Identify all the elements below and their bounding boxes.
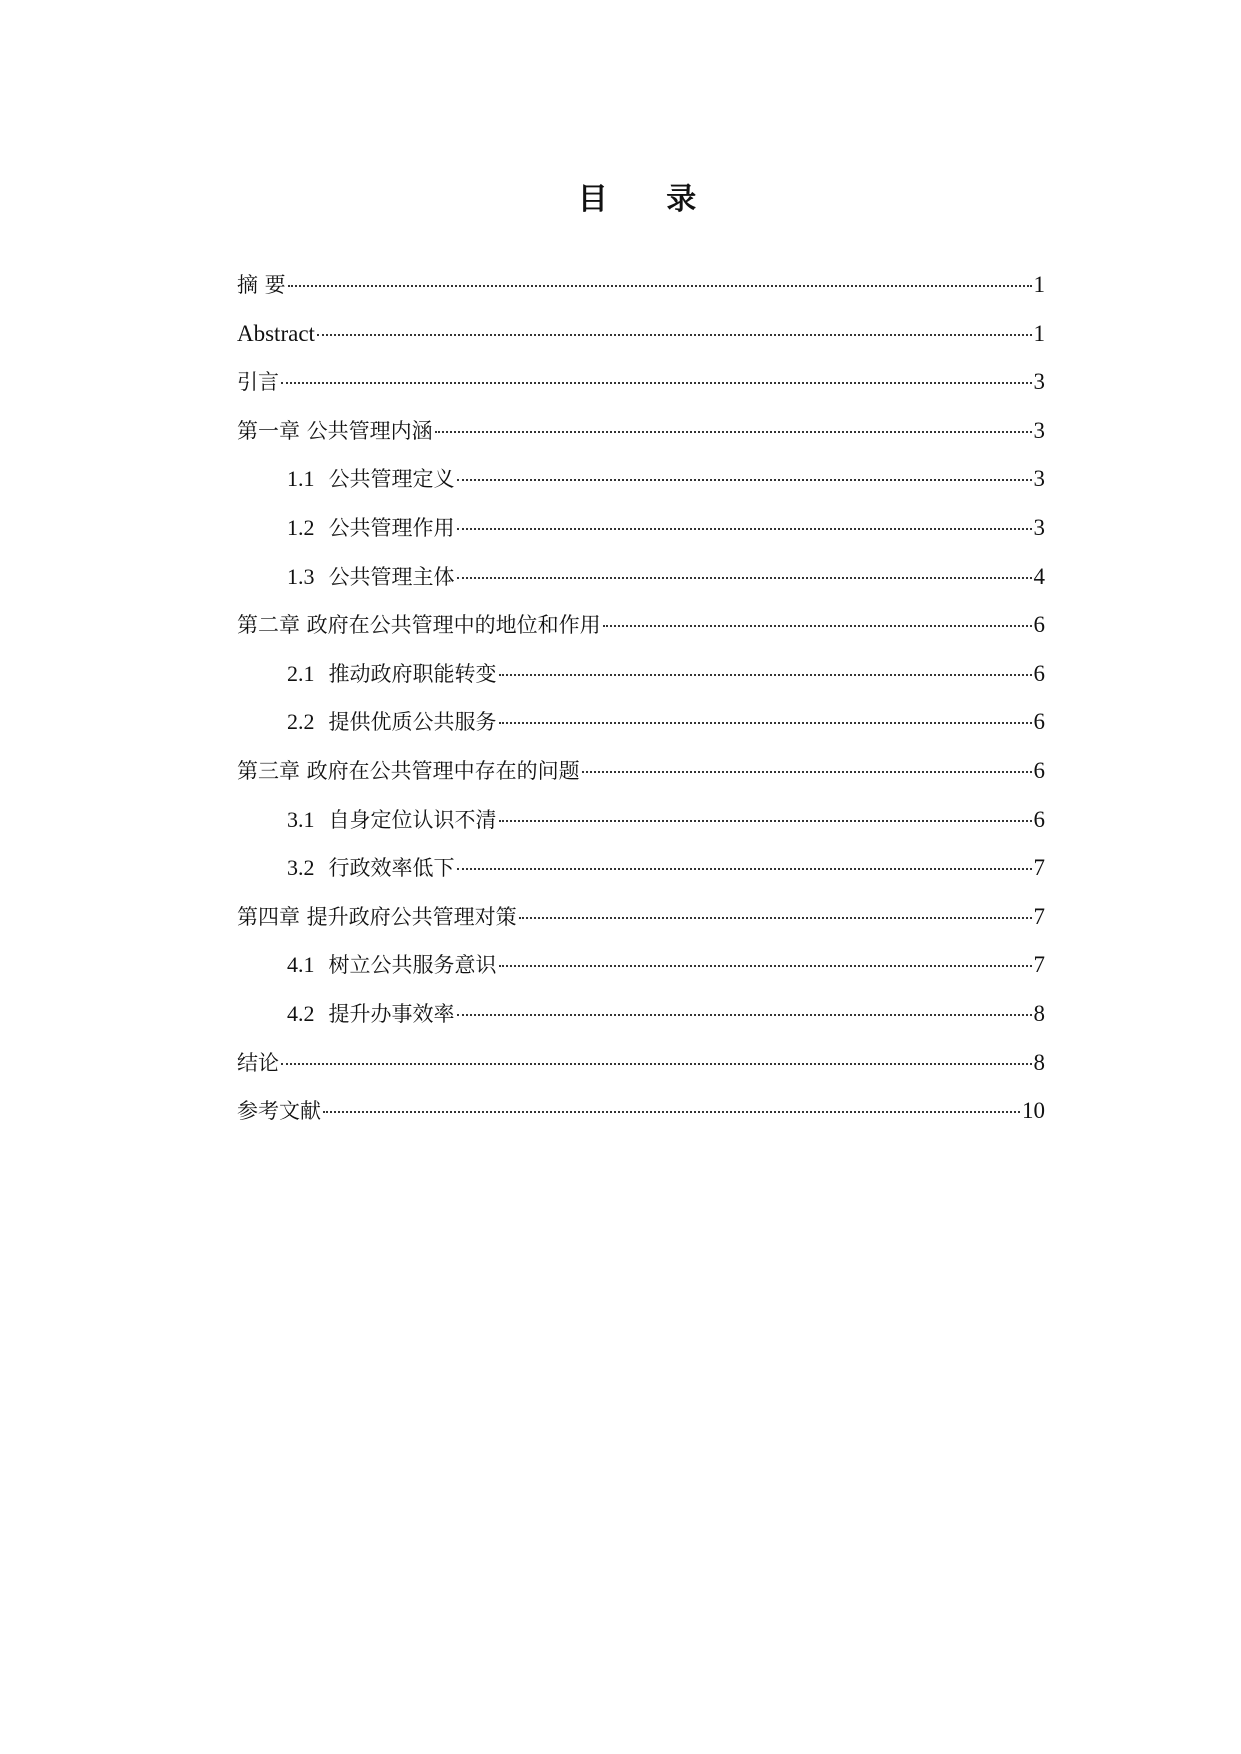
toc-entry-number: 3.2: [287, 855, 315, 881]
toc-entry-page-number: 1: [1033, 320, 1045, 346]
dot-leader: [435, 431, 1032, 433]
toc-entry-chapter-4[interactable]: [237, 902, 1045, 951]
toc-entry-section-4-2[interactable]: [237, 999, 1045, 1048]
toc-entry-section-1-3[interactable]: [237, 562, 1045, 611]
toc-entry-page-number: 6: [1033, 757, 1045, 783]
dot-leader: [499, 820, 1032, 822]
toc-entry-section-3-2[interactable]: [237, 853, 1045, 902]
dot-leader: [499, 674, 1032, 676]
toc-entry-label: 推动政府职能转变: [328, 661, 497, 686]
toc-entry-page-number: 6: [1033, 709, 1045, 735]
toc-entry-page-number: 10: [1022, 1098, 1045, 1124]
toc-entry-section-2-1[interactable]: [237, 659, 1045, 708]
toc-entry-abstract-en[interactable]: [237, 319, 1045, 368]
toc-entry-label: 自身定位认识不清: [328, 807, 497, 832]
dot-leader: [603, 625, 1032, 627]
toc-entry-label: 第二章 政府在公共管理中的地位和作用: [237, 613, 601, 638]
toc-entry-page-number: 7: [1033, 855, 1045, 881]
toc-entry-label: 第一章 公共管理内涵: [237, 418, 433, 443]
toc-entry-references[interactable]: [237, 1096, 1045, 1145]
toc-entry-label: 提升办事效率: [328, 1001, 455, 1026]
toc-entry-conclusion[interactable]: [237, 1048, 1045, 1097]
toc-entry-page-number: 3: [1033, 466, 1045, 492]
dot-leader: [519, 917, 1032, 919]
toc-entry-label: 行政效率低下: [328, 856, 455, 881]
dot-leader: [457, 479, 1032, 481]
toc-entry-section-2-2[interactable]: [237, 707, 1045, 756]
toc-entry-number: 3.1: [287, 806, 315, 832]
toc-entry-label: 结论: [237, 1050, 279, 1075]
toc-entry-label: 公共管理作用: [328, 515, 455, 540]
toc-entry-section-4-1[interactable]: [237, 950, 1045, 999]
toc-entry-number: 1.1: [287, 466, 315, 492]
toc-entry-label: 第三章 政府在公共管理中存在的问题: [237, 758, 580, 783]
dot-leader: [317, 334, 1032, 336]
dot-leader: [457, 868, 1032, 870]
toc-entry-label: 摘 要: [237, 273, 286, 297]
toc-entry-page-number: 3: [1033, 514, 1045, 540]
dot-leader: [457, 577, 1032, 579]
toc-entry-label: 公共管理主体: [328, 564, 455, 589]
toc-entry-chapter-2[interactable]: [237, 610, 1045, 659]
toc-entry-page-number: 6: [1033, 806, 1045, 832]
toc-entry-label: 公共管理定义: [328, 467, 455, 492]
toc-entry-label: 引言: [237, 370, 279, 395]
dot-leader: [457, 528, 1032, 530]
toc-entry-section-3-1[interactable]: [237, 805, 1045, 854]
toc-entry-section-1-1[interactable]: [237, 464, 1045, 513]
toc-entry-page-number: 6: [1033, 612, 1045, 638]
toc-entry-page-number: 8: [1033, 1049, 1045, 1075]
toc-entry-page-number: 4: [1033, 563, 1045, 589]
toc-entry-page-number: 7: [1033, 903, 1045, 929]
toc-entry-label: Abstract: [237, 320, 315, 346]
dot-leader: [281, 382, 1032, 384]
toc-entry-label: 第四章 提升政府公共管理对策: [237, 904, 517, 929]
toc-entry-page-number: 3: [1033, 369, 1045, 395]
toc-entry-number: 2.1: [287, 660, 315, 686]
toc-entry-page-number: 6: [1033, 660, 1045, 686]
toc-entry-page-number: 3: [1033, 417, 1045, 443]
dot-leader: [499, 722, 1032, 724]
dot-leader: [323, 1111, 1020, 1113]
page-title: 目 录: [577, 182, 721, 218]
toc-entry-section-1-2[interactable]: [237, 513, 1045, 562]
toc-entry-label: 提供优质公共服务: [328, 710, 497, 735]
toc-entry-page-number: 7: [1033, 952, 1045, 978]
toc-entry-label: 参考文献: [237, 1099, 321, 1124]
toc-entry-number: 2.2: [287, 709, 315, 735]
toc-entry-page-number: 8: [1033, 1000, 1045, 1026]
dot-leader: [288, 285, 1032, 287]
toc-entry-number: 1.3: [287, 563, 315, 589]
toc-entry-number: 4.2: [287, 1000, 315, 1026]
dot-leader: [582, 771, 1032, 773]
dot-leader: [457, 1014, 1032, 1016]
toc-entry-label: 树立公共服务意识: [328, 953, 497, 978]
table-of-contents: [237, 270, 1045, 1145]
toc-entry-number: 1.2: [287, 514, 315, 540]
toc-entry-abstract-cn[interactable]: [237, 270, 1045, 319]
toc-entry-chapter-3[interactable]: [237, 756, 1045, 805]
dot-leader: [499, 965, 1032, 967]
toc-entry-introduction[interactable]: [237, 367, 1045, 416]
toc-entry-chapter-1[interactable]: [237, 416, 1045, 465]
toc-entry-page-number: 1: [1033, 272, 1045, 297]
toc-entry-number: 4.1: [287, 952, 315, 978]
dot-leader: [281, 1063, 1032, 1065]
